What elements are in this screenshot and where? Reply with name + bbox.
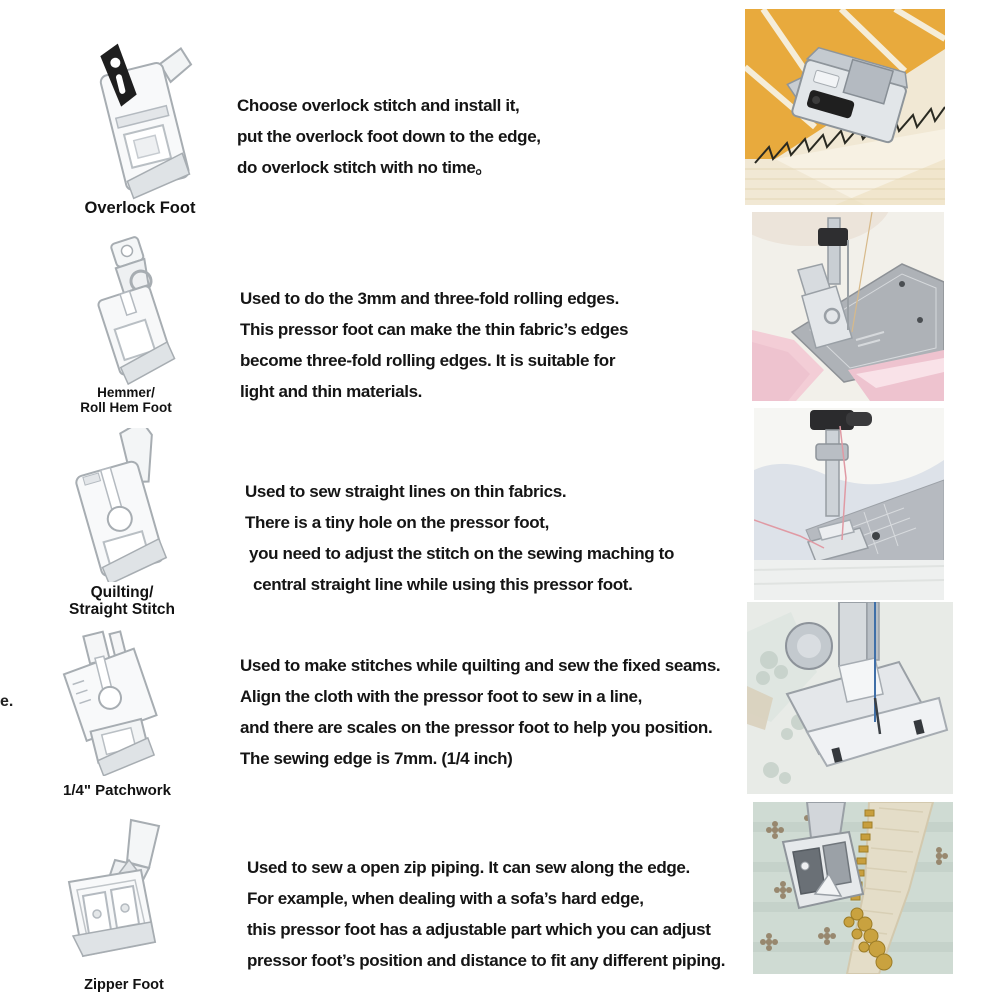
quilting-foot-label	[22, 585, 222, 618]
overlock-foot-illustration	[73, 36, 211, 200]
description-line: The sewing edge is 7mm. (1/4 inch)	[240, 749, 513, 768]
cutoff-text-fragment: e.	[0, 693, 14, 710]
description-line: Used to do the 3mm and three-fold rolling edges.	[240, 289, 619, 308]
label-line: Straight Stitch	[69, 600, 175, 618]
description-line: do overlock stitch with no time。	[237, 158, 493, 177]
quilting-description	[245, 476, 674, 600]
zipper-description	[247, 852, 725, 976]
description-line: Choose overlock stitch and install it,	[237, 96, 520, 115]
patchwork-foot-photo	[747, 602, 953, 794]
hemmer-foot-photo	[752, 212, 944, 401]
description-line: This pressor foot can make the thin fabric’s edges	[240, 320, 629, 339]
description-line: central straight line while using this pressor foot.	[253, 575, 633, 594]
description-line: put the overlock foot down to the edge,	[237, 127, 541, 146]
patchwork-foot-label	[17, 783, 217, 799]
description-line: you need to adjust the stitch on the sewing maching to	[249, 544, 675, 563]
description-line: Used to sew straight lines on thin fabrics.	[245, 482, 567, 501]
zipper-foot-label	[24, 977, 224, 993]
zipper-foot-illustration	[51, 818, 185, 976]
label-line: Quilting/	[90, 584, 154, 601]
label-line: Overlock Foot	[84, 199, 196, 217]
description-line: light and thin materials.	[240, 382, 423, 401]
hemmer-foot-label	[26, 385, 226, 415]
label-line: Roll Hem Foot	[80, 400, 172, 415]
overlock-description	[237, 90, 541, 183]
label-line: Hemmer/	[97, 385, 155, 400]
description-line: Align the cloth with the pressor foot to sew in a line,	[240, 687, 642, 706]
description-line: this pressor foot has a adjustable part which you can adjust	[247, 920, 711, 939]
description-line: Used to sew a open zip piping. It can sew along the edge.	[247, 858, 690, 877]
patchwork-description	[240, 650, 720, 774]
description-line: Used to make stitches while quilting and sew the fixed seams.	[240, 656, 721, 675]
overlock-foot-photo	[745, 9, 945, 205]
description-line: and there are scales on the pressor foot to help you position.	[240, 718, 713, 737]
overlock-foot-label	[40, 199, 240, 218]
hemmer-foot-illustration	[70, 236, 192, 388]
description-line: There is a tiny hole on the pressor foot,	[245, 513, 549, 532]
label-line: 1/4" Patchwork	[63, 782, 171, 799]
patchwork-foot-illustration	[48, 628, 172, 776]
straight-stitch-foot-photo	[754, 408, 944, 600]
zipper-foot-photo	[753, 802, 953, 974]
hemmer-description	[240, 283, 628, 407]
description-line: become three-fold rolling edges. It is suitable for	[240, 351, 616, 370]
description-line: pressor foot’s position and distance to fit any different piping.	[247, 951, 726, 970]
quilting-foot-illustration	[54, 428, 188, 582]
label-line: Zipper Foot	[84, 977, 164, 993]
description-line: For example, when dealing with a sofa’s hard edge,	[247, 889, 644, 908]
